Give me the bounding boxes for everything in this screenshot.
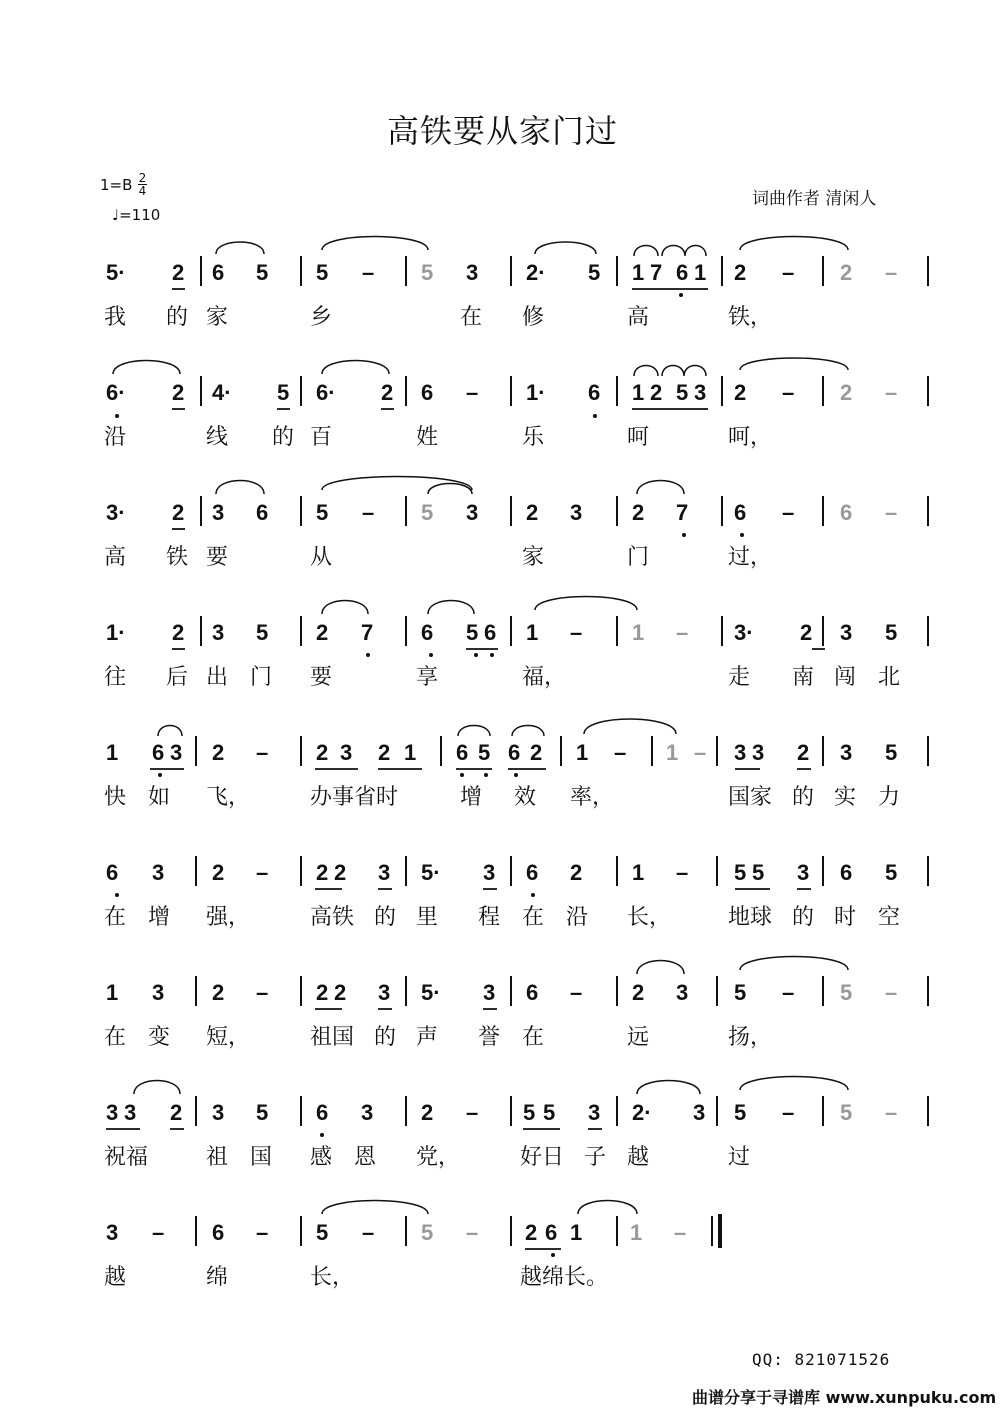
- svg-text:5: 5: [840, 980, 853, 1005]
- svg-text:3: 3: [483, 860, 496, 885]
- svg-text:6: 6: [256, 500, 269, 525]
- svg-text:7: 7: [650, 260, 663, 285]
- svg-text:5: 5: [734, 860, 747, 885]
- svg-text:6: 6: [152, 740, 165, 765]
- svg-text:6: 6: [526, 980, 539, 1005]
- tempo-value: =110: [119, 206, 161, 224]
- author-credit: 词曲作者 清闲人: [752, 189, 877, 209]
- svg-text:2: 2: [172, 500, 185, 525]
- lyric: 线: [206, 425, 229, 450]
- lyric: 高: [104, 545, 127, 570]
- svg-text:6: 6: [421, 620, 434, 645]
- lyric: 祝福: [104, 1145, 149, 1170]
- svg-text:2: 2: [734, 380, 747, 405]
- lyric: 在: [104, 1025, 127, 1050]
- svg-text:2: 2: [170, 1100, 183, 1125]
- svg-text:2: 2: [316, 980, 329, 1005]
- svg-text:2: 2: [632, 980, 645, 1005]
- svg-text:3: 3: [734, 740, 747, 765]
- lyric: 飞，: [206, 785, 251, 810]
- lyric: 乡: [310, 305, 333, 330]
- svg-text:–: –: [694, 740, 707, 765]
- svg-text:2: 2: [650, 380, 663, 405]
- lyric: 变: [148, 1025, 171, 1050]
- lyric-line-5: [104, 785, 900, 810]
- svg-text:–: –: [256, 860, 269, 885]
- lyric: 家: [522, 545, 545, 570]
- svg-text:–: –: [782, 980, 795, 1005]
- svg-text:2: 2: [632, 500, 645, 525]
- svg-text:6: 6: [508, 740, 521, 765]
- svg-text:2: 2: [316, 740, 329, 765]
- svg-text:2: 2: [570, 860, 583, 885]
- lyric: 国家: [728, 785, 773, 810]
- svg-text:3: 3: [466, 260, 479, 285]
- svg-text:5: 5: [676, 380, 689, 405]
- lyric: 要: [310, 665, 333, 690]
- svg-text:3: 3: [694, 380, 707, 405]
- svg-text:3: 3: [570, 500, 583, 525]
- lyric: 闯: [834, 665, 857, 690]
- svg-text:–: –: [674, 1220, 687, 1245]
- svg-text:5·: 5·: [421, 980, 441, 1005]
- lyric: 在: [460, 305, 483, 330]
- svg-text:2: 2: [525, 1220, 538, 1245]
- time-signature-top: 2: [138, 171, 147, 185]
- lyric: 办事省时: [310, 785, 399, 810]
- svg-text:5: 5: [752, 860, 765, 885]
- lyric: 增: [148, 905, 171, 930]
- svg-text:5: 5: [523, 1100, 536, 1125]
- lyric: 国: [250, 1145, 273, 1170]
- svg-text:2·: 2·: [526, 260, 546, 285]
- lyric: 的: [792, 785, 815, 810]
- svg-text:6·: 6·: [106, 380, 126, 405]
- svg-text:–: –: [885, 500, 898, 525]
- svg-text:6: 6: [212, 1220, 225, 1245]
- lyric: 长，: [310, 1265, 355, 1290]
- lyric-line-9: [104, 1265, 608, 1290]
- svg-text:–: –: [466, 1220, 479, 1245]
- qq-contact: QQ: 821071526: [752, 1350, 891, 1369]
- svg-text:2: 2: [212, 740, 225, 765]
- svg-text:–: –: [256, 1220, 269, 1245]
- lyric: 过: [728, 1145, 751, 1170]
- svg-text:6: 6: [676, 260, 689, 285]
- lyric: 时: [834, 905, 857, 930]
- svg-text:7: 7: [361, 620, 374, 645]
- lyric: 我: [104, 305, 127, 330]
- lyric: 在: [522, 1025, 545, 1050]
- lyric: 享: [416, 665, 439, 690]
- svg-text:3: 3: [340, 740, 353, 765]
- lyric: 祖: [206, 1145, 229, 1170]
- svg-text:–: –: [152, 1220, 165, 1245]
- svg-text:–: –: [782, 380, 795, 405]
- svg-text:7: 7: [676, 500, 689, 525]
- lyric: 百: [310, 425, 333, 450]
- svg-text:5: 5: [885, 860, 898, 885]
- svg-text:2: 2: [526, 500, 539, 525]
- lyric: 党，: [416, 1145, 461, 1170]
- svg-text:–: –: [885, 980, 898, 1005]
- lyric: 程: [478, 905, 501, 930]
- lyric: 越: [104, 1265, 127, 1290]
- svg-text:3: 3: [797, 860, 810, 885]
- svg-text:3: 3: [361, 1100, 374, 1125]
- svg-text:5: 5: [543, 1100, 556, 1125]
- svg-text:–: –: [676, 620, 689, 645]
- svg-text:5: 5: [316, 260, 329, 285]
- lyric-line-4: [104, 665, 900, 690]
- lyric: 远: [627, 1025, 650, 1050]
- svg-text:2: 2: [800, 620, 813, 645]
- lyric: 修: [522, 305, 545, 330]
- svg-text:2: 2: [797, 740, 810, 765]
- svg-text:2: 2: [378, 740, 391, 765]
- svg-text:2: 2: [530, 740, 543, 765]
- lyric: 越: [627, 1145, 650, 1170]
- lyric: 出: [206, 665, 229, 690]
- svg-text:5: 5: [478, 740, 491, 765]
- svg-text:5: 5: [588, 260, 601, 285]
- svg-text:1: 1: [106, 740, 119, 765]
- lyric: 南: [792, 665, 815, 690]
- lyric: 强，: [206, 905, 251, 930]
- lyric: 恩: [354, 1145, 377, 1170]
- svg-text:3·: 3·: [106, 500, 126, 525]
- svg-text:–: –: [256, 740, 269, 765]
- svg-text:3: 3: [588, 1100, 601, 1125]
- svg-text:3: 3: [840, 740, 853, 765]
- lyric: 誉: [478, 1025, 501, 1050]
- svg-text:3: 3: [106, 1220, 119, 1245]
- svg-text:1·: 1·: [106, 620, 126, 645]
- svg-text:5: 5: [316, 500, 329, 525]
- svg-text:6: 6: [421, 380, 434, 405]
- svg-text:2: 2: [421, 1100, 434, 1125]
- svg-text:3: 3: [840, 620, 853, 645]
- svg-text:6: 6: [588, 380, 601, 405]
- lyric: 沿: [104, 425, 127, 450]
- svg-text:2: 2: [381, 380, 394, 405]
- svg-text:6: 6: [840, 860, 853, 885]
- song-title: 高铁要从家门过: [386, 112, 618, 150]
- lyric: 的: [166, 305, 189, 330]
- lyric: 增: [460, 785, 483, 810]
- svg-text:5: 5: [256, 620, 269, 645]
- svg-text:5: 5: [734, 1100, 747, 1125]
- lyric: 空: [878, 905, 901, 930]
- svg-text:–: –: [885, 1100, 898, 1125]
- svg-text:2: 2: [172, 620, 185, 645]
- lyric: 北: [878, 665, 901, 690]
- svg-text:5: 5: [421, 1220, 434, 1245]
- lyric: 的: [792, 905, 815, 930]
- svg-text:–: –: [362, 1220, 375, 1245]
- svg-text:6: 6: [526, 860, 539, 885]
- lyric: 率，: [570, 785, 615, 810]
- svg-text:1: 1: [404, 740, 417, 765]
- lyric-line-8: [104, 1145, 750, 1170]
- lyric: 祖国: [310, 1025, 355, 1050]
- svg-text:3: 3: [752, 740, 765, 765]
- lyric-line-2: [104, 425, 772, 450]
- svg-text:3: 3: [170, 740, 183, 765]
- lyric: 里: [416, 905, 439, 930]
- lyric: 快: [104, 785, 127, 810]
- svg-text:1: 1: [570, 1220, 583, 1245]
- lyric: 绵: [206, 1265, 229, 1290]
- svg-text:3: 3: [212, 620, 225, 645]
- svg-text:5·: 5·: [106, 260, 126, 285]
- lyric-line-1: [104, 305, 772, 330]
- lyric: 过，: [728, 545, 773, 570]
- svg-text:2: 2: [840, 380, 853, 405]
- svg-text:3: 3: [212, 1100, 225, 1125]
- lyric: 走: [728, 665, 751, 690]
- svg-text:5: 5: [277, 380, 290, 405]
- lyric-line-6: [104, 905, 900, 930]
- lyric: 的: [272, 425, 295, 450]
- lyric: 门: [250, 665, 273, 690]
- svg-text:3: 3: [378, 980, 391, 1005]
- lyric: 福，: [522, 665, 567, 690]
- svg-text:1: 1: [694, 260, 707, 285]
- lyric: 效: [514, 785, 537, 810]
- svg-text:2: 2: [316, 860, 329, 885]
- lyric: 高铁: [310, 905, 355, 930]
- time-signature-bottom: 4: [138, 184, 147, 198]
- svg-text:2: 2: [212, 980, 225, 1005]
- svg-text:5·: 5·: [421, 860, 441, 885]
- svg-text:–: –: [570, 980, 583, 1005]
- svg-text:5: 5: [734, 980, 747, 1005]
- svg-text:6: 6: [484, 620, 497, 645]
- svg-text:1: 1: [576, 740, 589, 765]
- svg-text:3: 3: [676, 980, 689, 1005]
- svg-text:5: 5: [885, 740, 898, 765]
- lyric: 从: [310, 545, 333, 570]
- lyric: 扬，: [728, 1025, 773, 1050]
- svg-text:2: 2: [212, 860, 225, 885]
- svg-text:–: –: [885, 260, 898, 285]
- svg-text:6: 6: [545, 1220, 558, 1245]
- svg-text:1: 1: [106, 980, 119, 1005]
- svg-text:2: 2: [334, 860, 347, 885]
- svg-text:6·: 6·: [316, 380, 336, 405]
- svg-text:2·: 2·: [632, 1100, 652, 1125]
- svg-text:3: 3: [152, 980, 165, 1005]
- svg-text:2: 2: [172, 260, 185, 285]
- svg-text:5: 5: [885, 620, 898, 645]
- svg-text:2: 2: [840, 260, 853, 285]
- svg-text:3: 3: [693, 1100, 706, 1125]
- lyric: 短，: [206, 1025, 251, 1050]
- svg-text:5: 5: [256, 1100, 269, 1125]
- svg-text:5: 5: [421, 260, 434, 285]
- lyric: 实: [834, 785, 857, 810]
- svg-text:1: 1: [632, 860, 645, 885]
- svg-text:6: 6: [456, 740, 469, 765]
- lyric: 在: [522, 905, 545, 930]
- lyric: 的: [374, 1025, 397, 1050]
- lyric: 声: [416, 1025, 439, 1050]
- lyric: 呵: [627, 425, 650, 450]
- svg-text:2: 2: [172, 380, 185, 405]
- lyric: 长，: [627, 905, 672, 930]
- svg-text:3·: 3·: [734, 620, 754, 645]
- lyric: 如: [148, 785, 171, 810]
- lyric: 要: [206, 545, 229, 570]
- svg-text:–: –: [466, 380, 479, 405]
- svg-text:3: 3: [152, 860, 165, 885]
- svg-text:–: –: [362, 260, 375, 285]
- lyric-line-3: [104, 545, 772, 570]
- lyric: 铁: [166, 545, 189, 570]
- svg-text:–: –: [362, 500, 375, 525]
- lyric: 家: [206, 305, 229, 330]
- lyric: 沿: [566, 905, 589, 930]
- lyric: 子: [584, 1145, 607, 1170]
- lyric: 后: [166, 665, 189, 690]
- svg-text:5: 5: [316, 1220, 329, 1245]
- svg-text:1: 1: [632, 260, 645, 285]
- svg-text:5: 5: [466, 620, 479, 645]
- svg-text:5: 5: [256, 260, 269, 285]
- lyric: 地球: [728, 905, 773, 930]
- lyric: 乐: [522, 425, 545, 450]
- svg-text:–: –: [676, 860, 689, 885]
- svg-text:3: 3: [483, 980, 496, 1005]
- svg-text:2: 2: [334, 980, 347, 1005]
- svg-text:2: 2: [734, 260, 747, 285]
- source-site: 曲谱分享于寻谱库 www.xunpuku.com: [692, 1388, 997, 1407]
- svg-text:–: –: [885, 380, 898, 405]
- svg-text:6: 6: [212, 260, 225, 285]
- svg-text:3: 3: [106, 1100, 119, 1125]
- lyric: 好日: [520, 1145, 565, 1170]
- svg-text:–: –: [782, 1100, 795, 1125]
- lyric: 姓: [416, 425, 439, 450]
- key-signature: 1=B: [100, 176, 133, 194]
- svg-text:2: 2: [316, 620, 329, 645]
- svg-text:–: –: [256, 980, 269, 1005]
- svg-text:–: –: [782, 500, 795, 525]
- lyric: 的: [374, 905, 397, 930]
- svg-text:3: 3: [378, 860, 391, 885]
- lyric: 门: [627, 545, 650, 570]
- lyric: 铁，: [728, 305, 773, 330]
- svg-text:1·: 1·: [526, 380, 546, 405]
- lyric: 在: [104, 905, 127, 930]
- lyric: 呵，: [728, 425, 773, 450]
- svg-text:6: 6: [734, 500, 747, 525]
- svg-text:6: 6: [840, 500, 853, 525]
- svg-text:–: –: [614, 740, 627, 765]
- svg-text:5: 5: [840, 1100, 853, 1125]
- svg-text:1: 1: [526, 620, 539, 645]
- svg-text:6: 6: [316, 1100, 329, 1125]
- svg-text:3: 3: [466, 500, 479, 525]
- svg-text:–: –: [570, 620, 583, 645]
- svg-text:3: 3: [212, 500, 225, 525]
- lyric: 越绵长。: [520, 1265, 609, 1290]
- svg-text:4·: 4·: [212, 380, 232, 405]
- svg-text:1: 1: [630, 1220, 643, 1245]
- lyric: 力: [878, 785, 901, 810]
- svg-text:–: –: [782, 260, 795, 285]
- quarter-note-icon: ♩: [112, 206, 120, 224]
- svg-text:–: –: [466, 1100, 479, 1125]
- lyric-line-7: [104, 1025, 772, 1050]
- svg-text:3: 3: [124, 1100, 137, 1125]
- svg-text:6: 6: [106, 860, 119, 885]
- lyric: 感: [310, 1145, 333, 1170]
- lyric: 往: [104, 665, 127, 690]
- svg-text:1: 1: [632, 620, 645, 645]
- svg-text:1: 1: [666, 740, 679, 765]
- svg-text:5: 5: [421, 500, 434, 525]
- svg-text:1: 1: [632, 380, 645, 405]
- lyric: 高: [627, 305, 650, 330]
